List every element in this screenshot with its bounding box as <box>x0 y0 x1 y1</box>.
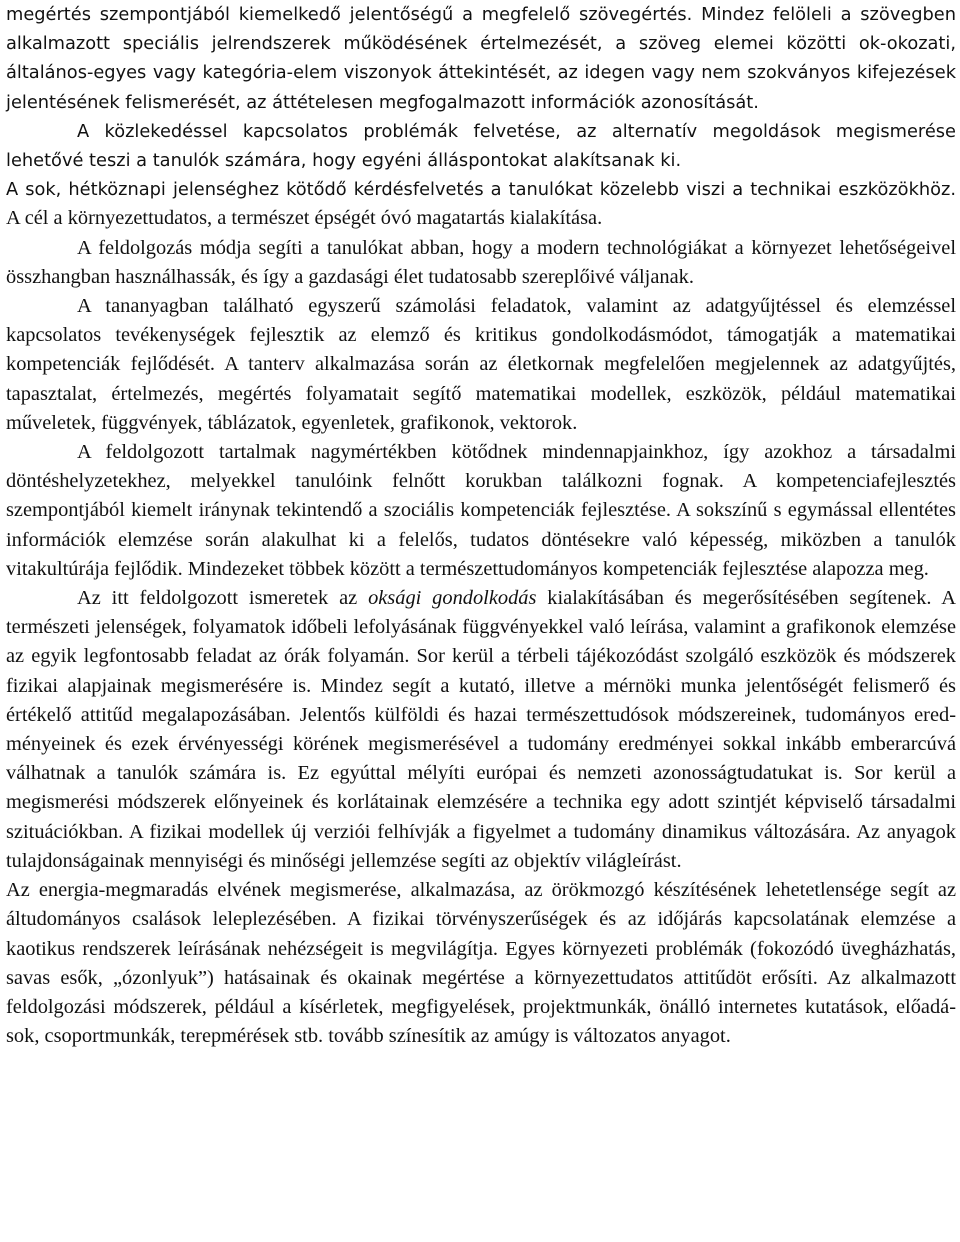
paragraph-2c-text: A cél a környezettudatos, a természet épségét óvó magatartás kialakítása. <box>6 207 603 230</box>
paragraph-2b <box>6 175 956 233</box>
paragraph-2-text: A közlekedéssel kapcsolatos problémák felvetése, az alternatív megoldások megismerése lehetővé teszi a tanulók számára, hogy egyéni álláspontokat alakítsanak ki. <box>6 120 956 172</box>
document-page <box>6 0 956 1051</box>
paragraph-1 <box>6 0 956 117</box>
paragraph-7-text: Az energia-megmaradás elvének megismerése, alkalmazása, az örökmozgó készítésének lehetetlensége segít az áltudományos csalások leleplezésében. A fizikai törvényszerűségek és az időjárás kapcsolatának elemzése a kaotikus rendszerek leírásának nehézségeit is megvilágítja. Egyes környezeti problémák (fokozódó üvegházhatás, savas esők, „ózonlyuk”) hatásainak és okainak megértése a környezettudatos attitűdöt erősíti. Az alkalmazott feldolgozási módszerek, például a kísérletek, megfigyelések, projektmunkák, önálló internetes kutatások, előadások, csoportmunkák, terepmérések stb. tovább színesítik az amúgy is változatos anyagot. <box>6 879 956 1048</box>
paragraph-3-text: A feldolgozás módja segíti a tanulókat abban, hogy a modern technológiákat a környezet lehetőségeivel összhangban használhassák, és így a gazdasági élet tudatosabb szereplőivé váljanak. <box>6 236 956 288</box>
paragraph-3 <box>6 234 956 292</box>
paragraph-5-text: A feldolgozott tartalmak nagymértékben kötődnek mindennapjainkhoz, így azokhoz a társadalmi döntéshelyzetekhez, melyekkel tanulóink felnőtt korukban találkozni fognak. A kompetenciafejlesztés szempontjából kiemelt iránynak tekintendő a szociális kompetenciák fejlesztése. A sokszínű s egymással ellentétes információk elemzése során alakulhat ki a felelős, tudatos döntésekre való képesség, miközben a tanulók vitakultúrája fejlődik. Mindezeket többek között a természettudományos kompetenciák fejlesztése alapozza meg. <box>6 441 956 580</box>
paragraph-6-text-start: Az itt feldolgozott ismeretek az <box>77 587 369 610</box>
paragraph-6 <box>6 584 956 876</box>
paragraph-5 <box>6 438 956 584</box>
paragraph-7 <box>6 876 956 1051</box>
paragraph-6-emphasis: oksági gondolkodás <box>368 587 537 610</box>
paragraph-2 <box>6 117 956 175</box>
paragraph-4 <box>6 292 956 438</box>
paragraph-1-text: megértés szempontjából kiemelkedő jelentőségű a megfelelő szövegértés. Mindez felöleli a szövegben alkalmazott speciális jelrendszerek működésének értelmezését, a szöveg elemei közötti ok-okozati, általános-egyes vagy kategória-elem viszonyok áttekintését, az idegen vagy nem szokványos kifejezések jelentésének felismerését, az áttételesen megfogalmazott információk azonosítását. <box>6 4 956 113</box>
paragraph-4-text: A tananyagban található egyszerű számolási feladatok, valamint az adatgyűjtéssel és elemzéssel kapcsolatos tevékenységek fejlesztik az elemző és kritikus gondolkodásmódot, támogatják a matematikai kompetenciák fejlődését. A tanterv alkalmazása során az életkornak megfelelően megjelennek az adatgyűjtés, tapasztalat, értelmezés, megértés folyamatait segítő matematikai modellek, eszközök, például matematikai műveletek, függvények, táblázatok, egyenletek, grafikonok, vektorok. <box>6 295 956 434</box>
paragraph-2b-text: A sok, hétköznapi jelenséghez kötődő kérdésfelvetés a tanulókat közelebb viszi a technikai eszközökhöz. <box>6 179 956 201</box>
paragraph-6-text-end: kialakításában és megerősítésében segítenek. A természeti jelenségek, folyamatok időbeli lefolyásának függvényekkel való leírása, valamint a grafikonok elemzése az egyik legfontosabb feladat az órák folyamán. Sor kerül a térbeli tájékozódást szolgáló eszközök és módszerek fizikai alapjainak megismerésére is. Mindez segít a kutató, illetve a mérnöki munka jelentőségét felismerő és értékelő attitűd megalapozásában. Jelentős külföldi és hazai természettudósok módszereinek, tudományos eredményeinek és ezek érvényességi körének megismerésével a tudomány eredményei sokkal inkább emberarcúvá válhatnak a tanulók számára is. Ez egyúttal mélyíti európai és nemzeti azonosságtudatukat is. Sor kerül a megismerési módszerek előnyeinek és korlátainak elemzésére a technika egy adott szintjét képviselő társadalmi szituációkban. A fizikai modellek új verziói felhívják a figyelmet a tudomány dinamikus változására. Az anyagok tulajdonságainak mennyiségi és minőségi jellemzése segíti az objektív világleírást. <box>6 587 956 872</box>
